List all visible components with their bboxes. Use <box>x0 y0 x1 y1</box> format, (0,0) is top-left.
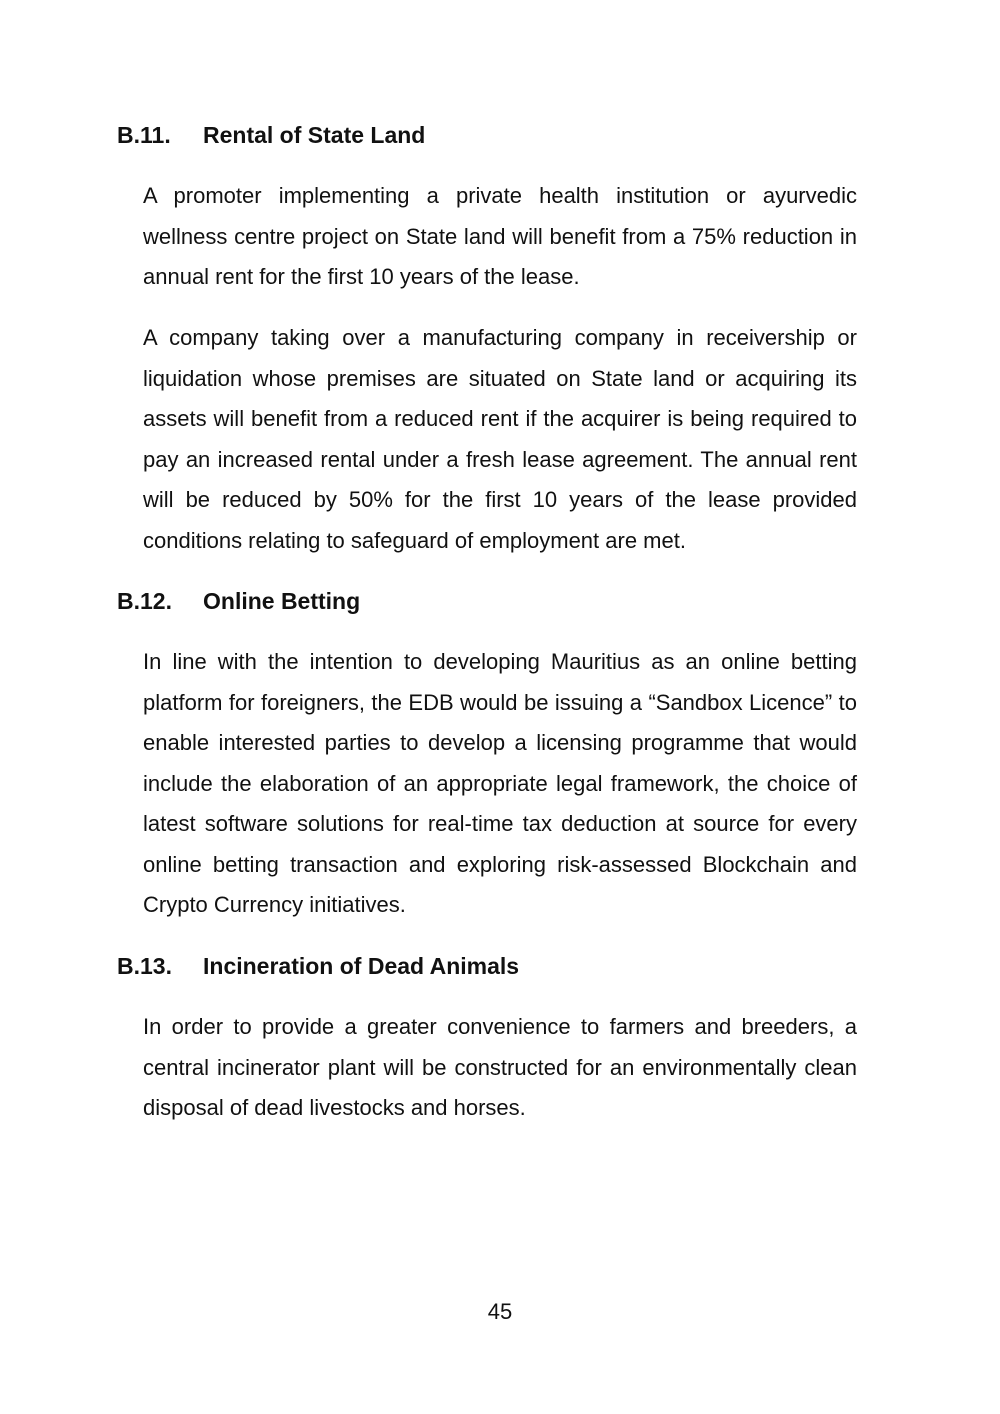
section-heading-b11 <box>117 121 425 149</box>
section-heading-b12 <box>117 587 360 615</box>
section-number: B.13. <box>117 953 172 979</box>
section-heading-b13 <box>117 952 519 980</box>
page-number: 45 <box>487 1299 513 1324</box>
section-number: B.12. <box>117 588 172 614</box>
section-b13-paragraph-1: In order to provide a greater convenience to farmers and breeders, a central incinerator plant will be constructed for an environmentally clean disposal of dead livestocks and horses. <box>143 1014 857 1120</box>
section-number: B.11. <box>117 122 171 148</box>
section-title: Incineration of Dead Animals <box>203 953 520 979</box>
section-b11-paragraph-2: A company taking over a manufacturing company in receivership or liquidation whose premises are situated on State land or acquiring its assets will benefit from a reduced rent if the acquirer is being required to pay an increased rental under a fresh lease agreement. The annual rent will be reduced by 50% for the first 10 years of the lease provided conditions relating to safeguard of employment are met. <box>143 325 857 553</box>
section-title: Rental of State Land <box>203 122 426 148</box>
section-b12-paragraph-1: In line with the intention to developing Mauritius as an online betting platform for foreigners, the EDB would be issuing a “Sandbox Licence” to enable interested parties to develop a licensing programme that would include the elaboration of an appropriate legal framework, the choice of latest software solutions for real-time tax deduction at source for every online betting transaction and exploring risk-assessed Blockchain and Crypto Currency initiatives. <box>143 649 857 917</box>
section-title: Online Betting <box>203 588 361 614</box>
section-b11-paragraph-1: A promoter implementing a private health institution or ayurvedic wellness centre project on State land will benefit from a 75% reduction in annual rent for the first 10 years of the lease. <box>143 183 857 289</box>
